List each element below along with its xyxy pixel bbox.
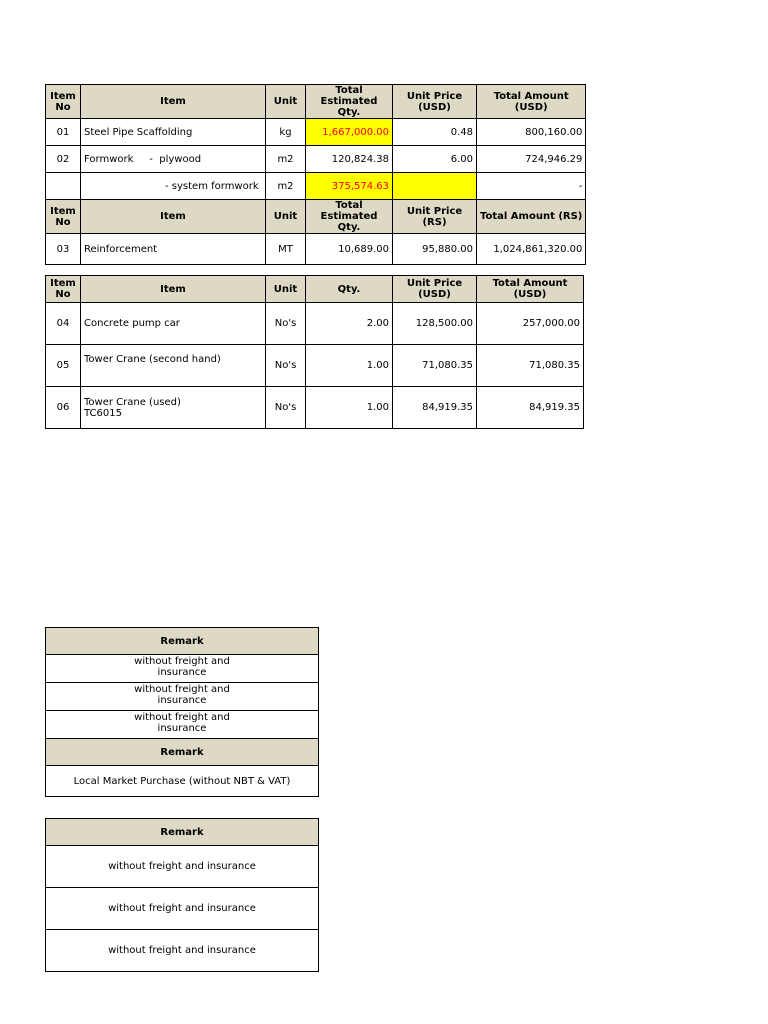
cell-remark — [46, 655, 319, 683]
cell-remark — [46, 683, 319, 711]
cell-qty: 120,824.38 — [306, 146, 393, 173]
cell-item-no: 03 — [46, 234, 81, 265]
cell-unit: No's — [266, 345, 306, 387]
table-header-row — [46, 200, 586, 234]
cell-qty: 1.00 — [306, 387, 393, 429]
col-header-item: Item — [81, 200, 266, 234]
col-header-qty: Qty. — [306, 276, 393, 303]
col-header-qty: Total Estimated Qty. — [306, 85, 393, 119]
table-header-row — [46, 819, 319, 846]
cell-unit: No's — [266, 387, 306, 429]
cell-unit-price: 6.00 — [393, 146, 477, 173]
cell-unit-price: 71,080.35 — [393, 345, 477, 387]
remark-text: without freight and insurance — [134, 655, 230, 678]
table-header-row — [46, 85, 586, 119]
cell-remark — [46, 711, 319, 739]
table-row — [46, 888, 319, 930]
cell-unit-price: 95,880.00 — [393, 234, 477, 265]
cell-qty: 1,667,000.00 — [306, 119, 393, 146]
equipment-table — [45, 275, 584, 429]
cell-unit: m2 — [266, 146, 306, 173]
cell-item-no: 06 — [46, 387, 81, 429]
cell-item-no: 01 — [46, 119, 81, 146]
cell-item: Tower Crane (second hand) — [81, 345, 266, 387]
cell-total-amount: 71,080.35 — [477, 345, 584, 387]
cell-unit-price: 0.48 — [393, 119, 477, 146]
cell-total-amount: 84,919.35 — [477, 387, 584, 429]
cell-item: Formwork - plywood — [81, 146, 266, 173]
cell-item: - system formwork — [81, 173, 266, 200]
col-header-remark: Remark — [46, 628, 319, 655]
table-row — [46, 345, 584, 387]
col-header-qty: Total Estimated Qty. — [306, 200, 393, 234]
cell-unit: kg — [266, 119, 306, 146]
cell-item-line: Tower Crane (used) — [84, 396, 181, 408]
cell-qty: 10,689.00 — [306, 234, 393, 265]
table-header-row — [46, 628, 319, 655]
col-header-unit-price: Unit Price (RS) — [393, 200, 477, 234]
table-row — [46, 683, 319, 711]
materials-table — [45, 84, 586, 265]
col-header-remark: Remark — [46, 739, 319, 766]
table-row — [46, 303, 584, 345]
col-header-total-amount: Total Amount (RS) — [477, 200, 586, 234]
cell-unit-price — [393, 173, 477, 200]
table-header-row — [46, 739, 319, 766]
cell-item-no: 02 — [46, 146, 81, 173]
col-header-unit-price: Unit Price (USD) — [393, 85, 477, 119]
col-header-item-no: Item No — [46, 85, 81, 119]
cell-total-amount: 800,160.00 — [477, 119, 586, 146]
cell-unit: MT — [266, 234, 306, 265]
cell-qty: 375,574.63 — [306, 173, 393, 200]
col-header-unit-price: Unit Price (USD) — [393, 276, 477, 303]
col-header-remark: Remark — [46, 819, 319, 846]
col-header-item-no: Item No — [46, 200, 81, 234]
cell-total-amount: 257,000.00 — [477, 303, 584, 345]
col-header-item: Item — [81, 276, 266, 303]
cell-remark: without freight and insurance — [46, 888, 319, 930]
remark-text: without freight and insurance — [134, 711, 230, 734]
cell-remark: without freight and insurance — [46, 930, 319, 972]
cell-item: Steel Pipe Scaffolding — [81, 119, 266, 146]
col-header-unit: Unit — [266, 276, 306, 303]
cell-item-no: 04 — [46, 303, 81, 345]
table-row — [46, 387, 584, 429]
table-row — [46, 846, 319, 888]
table-row — [46, 930, 319, 972]
table-row — [46, 173, 586, 200]
col-header-total-amount: Total Amount (USD) — [477, 85, 586, 119]
cell-total-amount: - — [477, 173, 586, 200]
table-row — [46, 711, 319, 739]
col-header-unit: Unit — [266, 85, 306, 119]
col-header-total-amount: Total Amount (USD) — [477, 276, 584, 303]
table-row — [46, 234, 586, 265]
cell-item: Concrete pump car — [81, 303, 266, 345]
cell-qty: 2.00 — [306, 303, 393, 345]
col-header-item: Item — [81, 85, 266, 119]
col-header-item-no: Item No — [46, 276, 81, 303]
remarks-table-1 — [45, 627, 319, 797]
remarks-table-2 — [45, 818, 319, 972]
col-header-unit: Unit — [266, 200, 306, 234]
cell-unit-price: 84,919.35 — [393, 387, 477, 429]
table-header-row — [46, 276, 584, 303]
cell-remark: Local Market Purchase (without NBT & VAT) — [46, 766, 319, 797]
table-row — [46, 146, 586, 173]
cell-unit: No's — [266, 303, 306, 345]
table-row — [46, 655, 319, 683]
table-row — [46, 766, 319, 797]
cell-item-line: TC6015 — [84, 407, 122, 419]
cell-total-amount: 724,946.29 — [477, 146, 586, 173]
table-row — [46, 119, 586, 146]
remark-text: without freight and insurance — [134, 683, 230, 706]
cell-remark: without freight and insurance — [46, 846, 319, 888]
cell-item-no — [46, 173, 81, 200]
cell-total-amount: 1,024,861,320.00 — [477, 234, 586, 265]
cell-unit-price: 128,500.00 — [393, 303, 477, 345]
cell-item — [81, 387, 266, 429]
cell-unit: m2 — [266, 173, 306, 200]
cell-item: Reinforcement — [81, 234, 266, 265]
cell-item-no: 05 — [46, 345, 81, 387]
cell-qty: 1.00 — [306, 345, 393, 387]
